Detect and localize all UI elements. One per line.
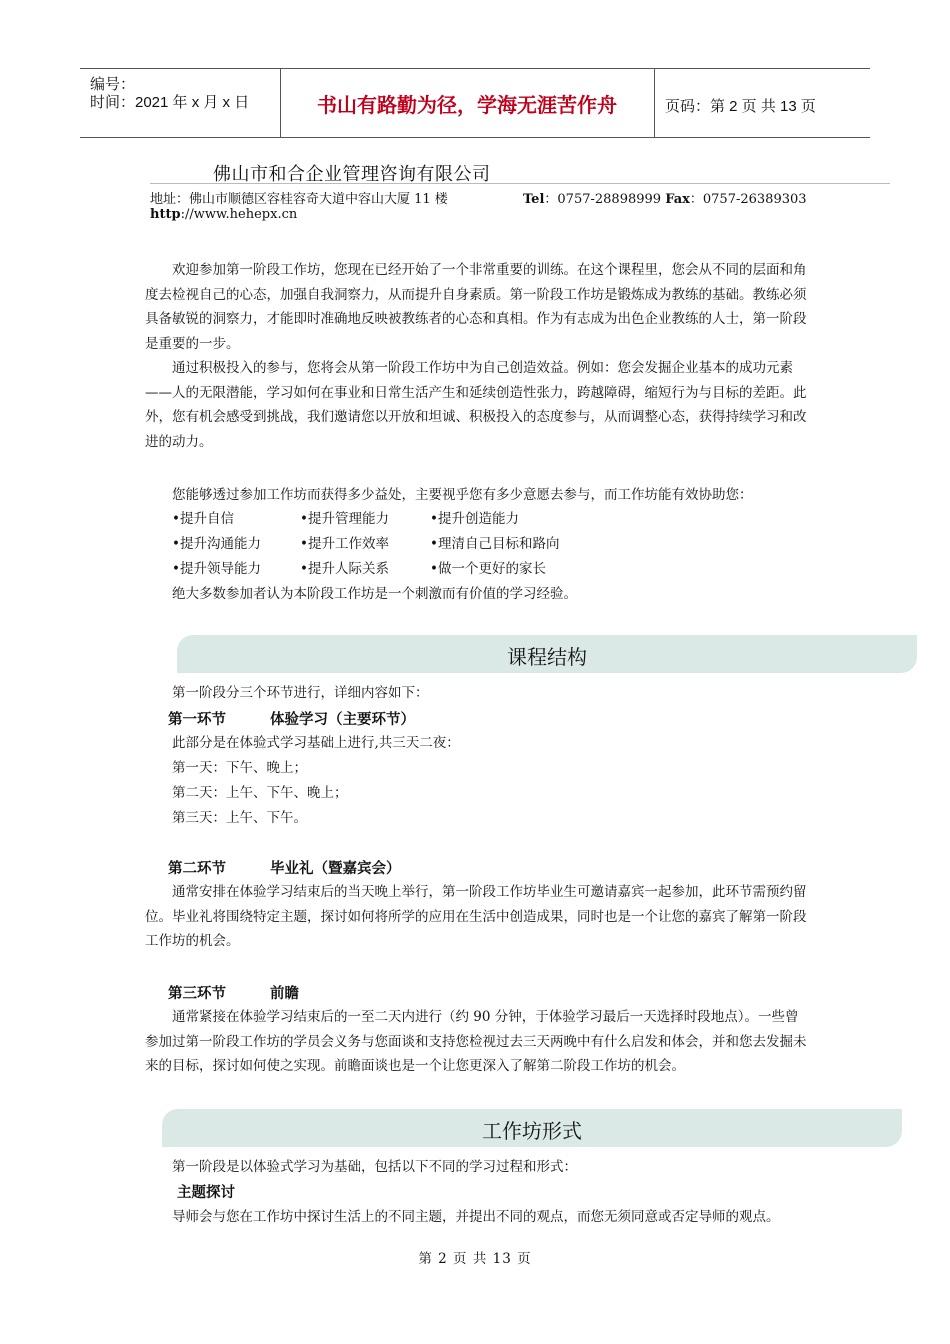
section-banner-structure	[177, 635, 917, 673]
benefit-lead: 您能够透过参加工作坊而获得多少益处，主要视乎您有多少意愿去参与，而工作坊能有效协助您：	[172, 487, 753, 503]
benefit-item: •提升人际关系	[300, 561, 389, 577]
url-scheme: http	[150, 207, 181, 222]
fax-label: Fax	[665, 192, 690, 207]
company-address: 地址：佛山市顺德区容桂容奇大道中容山大厦 11 楼	[150, 192, 448, 207]
session-1-name: 体验学习（主要环节）	[270, 712, 415, 728]
benefit-item: •提升领导能力	[172, 561, 261, 577]
session-1-number: 第一环节	[168, 712, 226, 728]
benefit-closing: 绝大多数参加者认为本阶段工作坊是一个刺激而有价值的学习经验。	[172, 586, 577, 602]
benefit-item: •提升管理能力	[300, 511, 389, 527]
intro-paragraph-2: 通过积极投入的参与，您将会从第一阶段工作坊中为自己创造效益。例如：您会发掘企业基本的成功元素——人的无限潜能，学习如何在事业和日常生活产生和延续创造性张力，跨越障碍，缩短行为与目标的差距。此外，您有机会感受到挑战，我们邀请您以开放和坦诚、积极投入的态度参与，从而调整心态，获得持续学习和改进的动力。	[145, 360, 807, 450]
header-page-label: 页码：第 2 页 共 13 页	[665, 98, 816, 115]
benefit-item: •提升沟通能力	[172, 536, 261, 552]
intro-paragraph-1: 欢迎参加第一阶段工作坊，您现在已经开始了一个非常重要的训练。在这个课程里，您会从不同的层面和角度去检视自己的心态，加强自我洞察力，从而提升自身素质。第一阶段工作坊是锻炼成为教练的基础。教练必须具备敏锐的洞察力，才能即时准确地反映被教练者的心态和真相。作为有志成为出色企业教练的人士，第一阶段是重要的一步。	[145, 262, 807, 352]
company-name: 佛山市和合企业管理咨询有限公司	[213, 164, 491, 185]
benefit-item: •提升创造能力	[430, 511, 519, 527]
company-website[interactable]	[150, 207, 297, 222]
session-2-number: 第二环节	[168, 861, 226, 877]
session-2-name: 毕业礼（暨嘉宾会）	[270, 861, 401, 877]
page-header	[80, 68, 870, 138]
doc-time-label: 时间：2021 年 x 月 x 日	[90, 94, 250, 111]
structure-lead: 第一阶段分三个环节进行，详细内容如下：	[172, 685, 429, 701]
session-3-name: 前瞻	[270, 986, 299, 1002]
section-title-structure: 课程结构	[507, 645, 587, 669]
benefit-item: •做一个更好的家长	[430, 561, 546, 577]
company-divider	[150, 183, 890, 184]
session-1-line: 第一天：下午、晚上；	[172, 760, 307, 776]
doc-code-label: 编号：	[90, 76, 136, 93]
format-lead: 第一阶段是以体验式学习为基础，包括以下不同的学习过程和形式：	[172, 1159, 577, 1175]
session-1-line: 此部分是在体验式学习基础上进行,共三天二夜：	[172, 735, 460, 751]
tel-value: ：0757-28898999	[544, 192, 666, 207]
url-rest: ://www.hehepx.cn	[180, 207, 298, 222]
session-3-text: 通常紧接在体验学习结束后的一至二天内进行（约 90 分钟，于体验学习最后一天选择时段地点）。一些曾参加过第一阶段工作坊的学员会义务与您面谈和支持您检视过去三天两晚中有什么启发和体会，并和您去发掘未来的目标，探讨如何使之实现。前瞻面谈也是一个让您更深入了解第二阶段工作坊的机会。	[145, 1009, 807, 1074]
header-meta-cell	[80, 69, 281, 137]
session-1-line: 第二天：上午、下午、晚上；	[172, 785, 348, 801]
session-1-line: 第三天：上午、下午。	[172, 810, 307, 826]
tel-label: Tel	[523, 192, 545, 207]
company-phone-fax	[523, 188, 807, 207]
fax-value: ：0757-26389303	[689, 192, 807, 207]
format-topic-title: 主题探讨	[177, 1185, 235, 1201]
section-banner-format	[162, 1109, 902, 1147]
benefit-item: •提升自信	[172, 511, 234, 527]
session-2-text: 通常安排在体验学习结束后的当天晚上举行，第一阶段工作坊毕业生可邀请嘉宾一起参加，此环节需预约留位。毕业礼将围绕特定主题，探讨如何将所学的应用在生活中创造成果，同时也是一个让您的嘉宾了解第一阶段工作坊的机会。	[145, 884, 807, 949]
section-title-format: 工作坊形式	[482, 1119, 582, 1143]
header-motto: 书山有路勤为径，学海无涯苦作舟	[317, 93, 617, 117]
header-page-cell	[654, 69, 871, 137]
session-3-number: 第三环节	[168, 986, 226, 1002]
page-footer-number: 第 2 页 共 13 页	[418, 1251, 532, 1267]
benefit-item: •理清自己目标和路向	[430, 536, 560, 552]
benefit-item: •提升工作效率	[300, 536, 389, 552]
format-topic-text: 导师会与您在工作坊中探讨生活上的不同主题，并提出不同的观点，而您无须同意或否定导师的观点。	[172, 1209, 780, 1225]
